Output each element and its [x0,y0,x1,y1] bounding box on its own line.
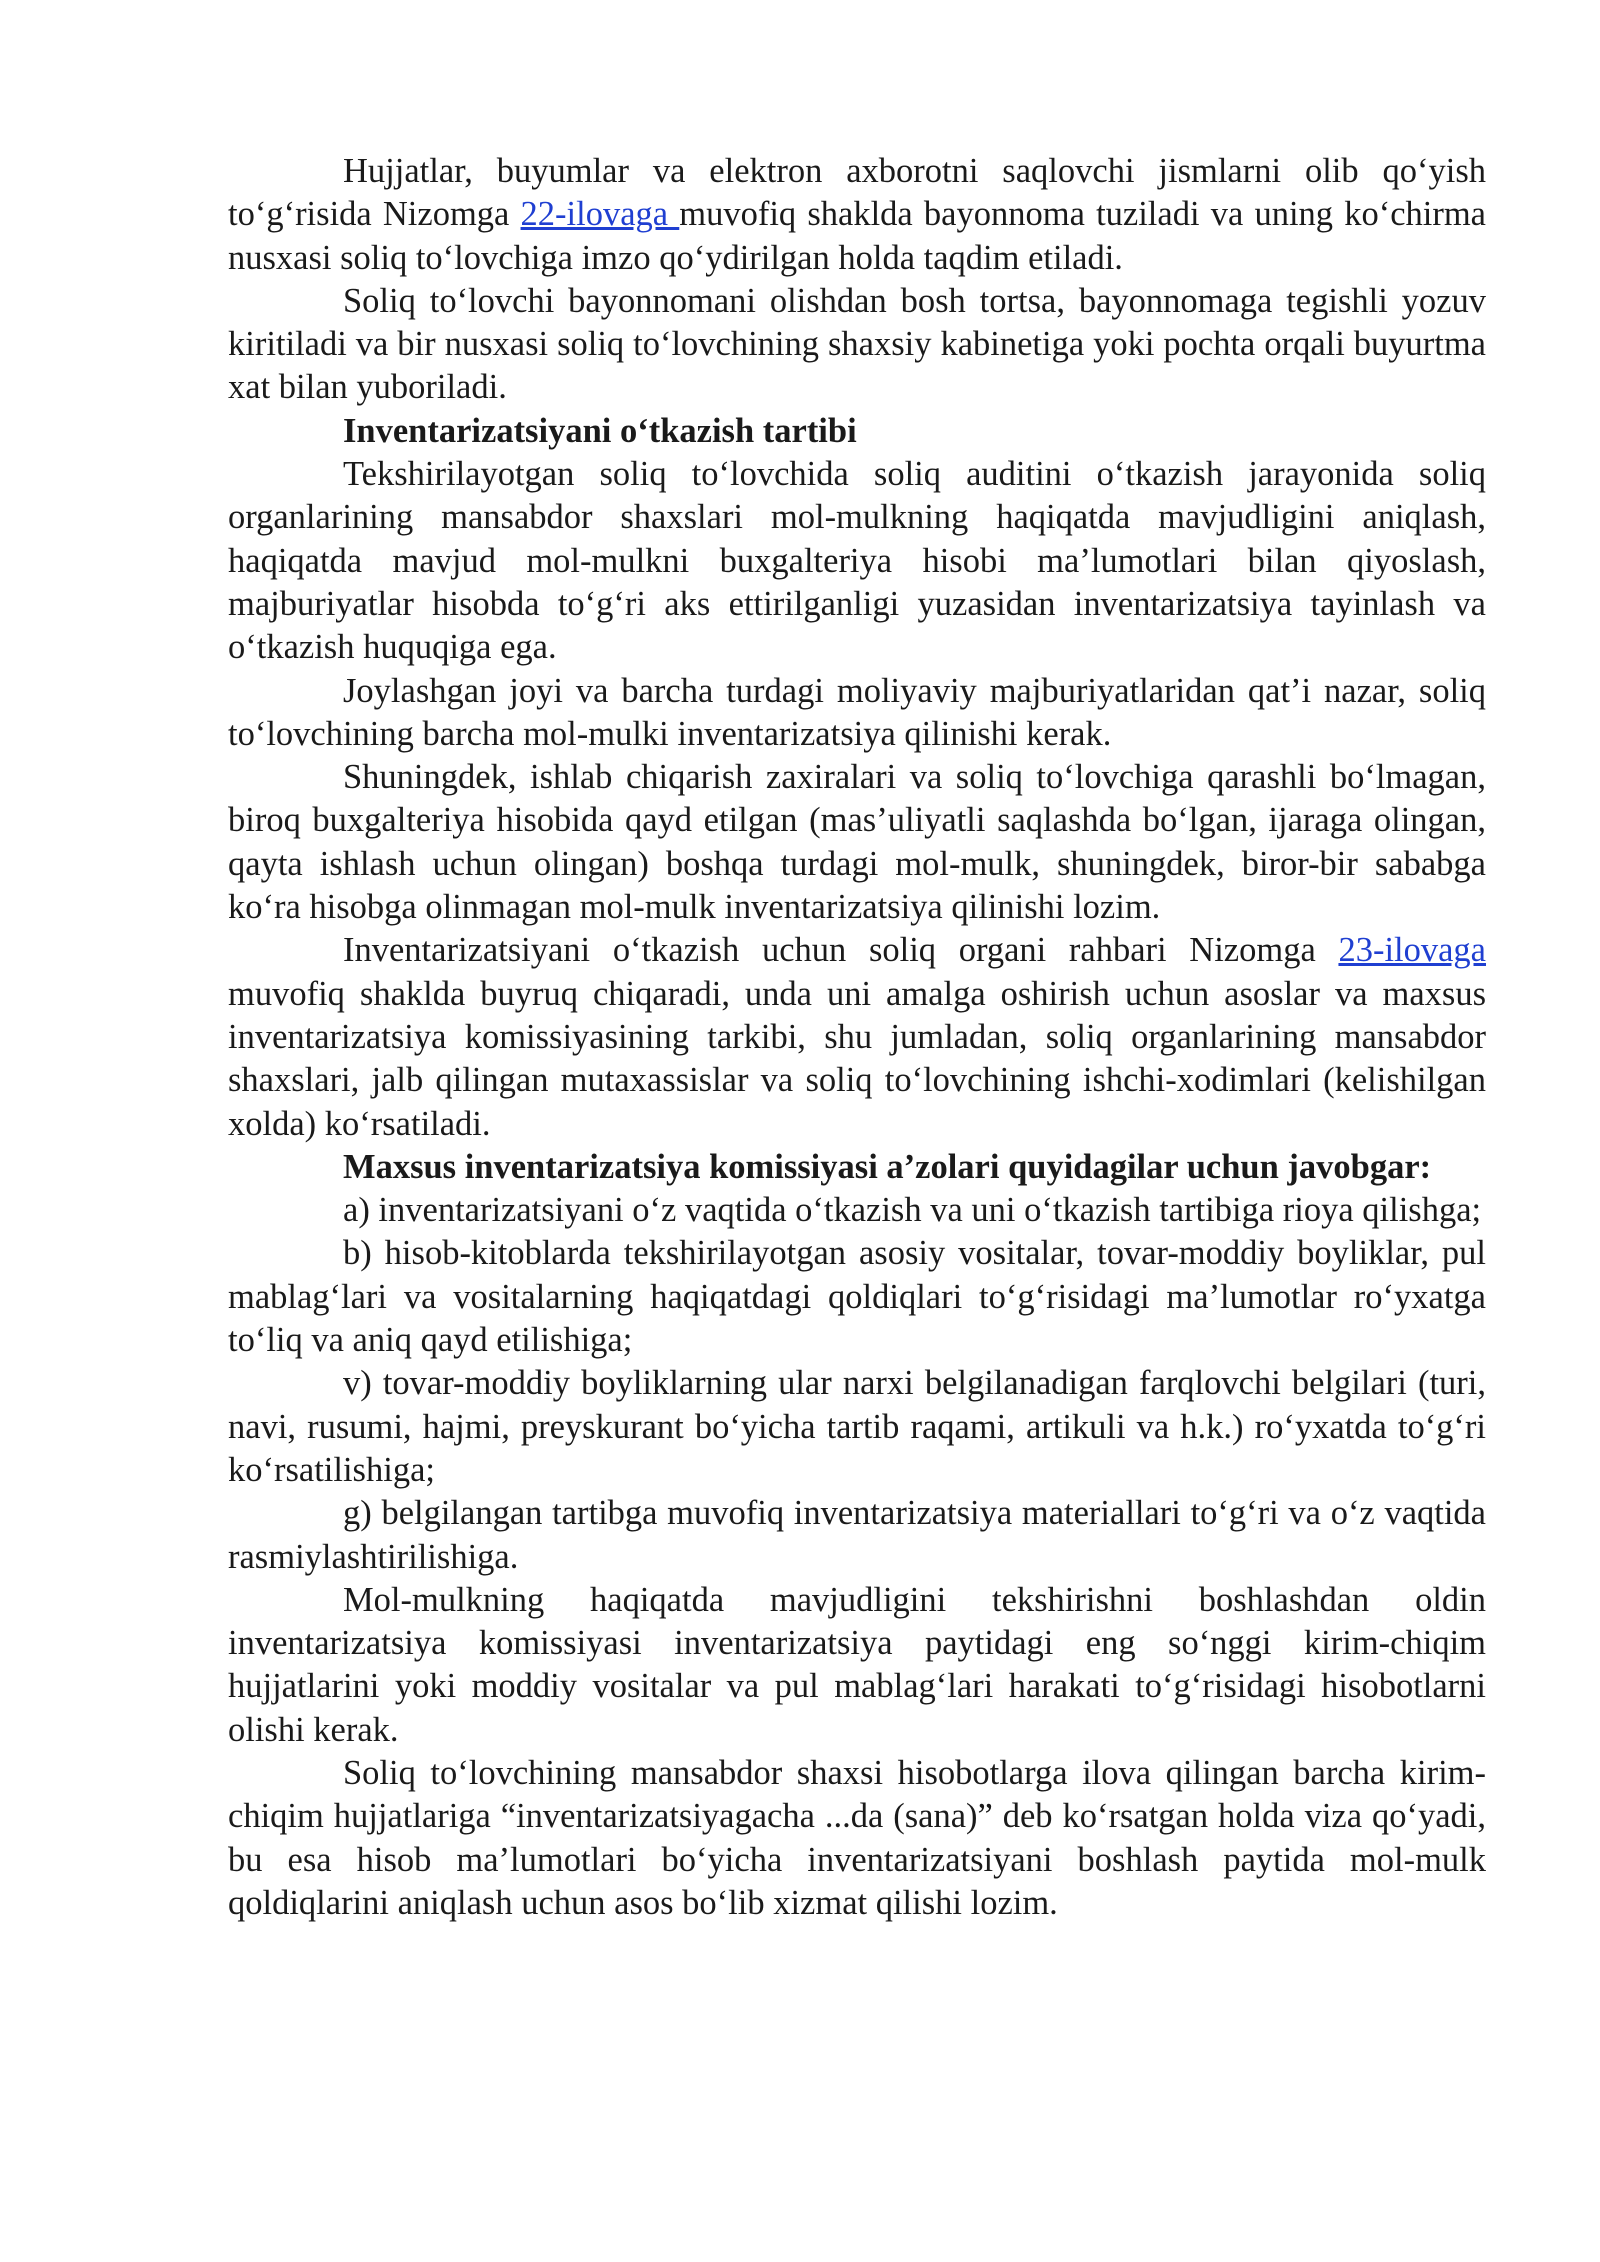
list-item-v: v) tovar-moddiy boyliklarning ular narxi belgilanadigan farqlovchi belgilari (turi, navi, rusumi, hajmi, preyskurant bo‘yicha tartib raqami, artikuli va h.k.) ro‘yxatda to‘g‘ri ko‘rsatilishiga; [228,1364,1486,1489]
paragraph-inventory-order [228,929,1486,1145]
paragraph-visa: Soliq to‘lovchining mansabdor shaxsi hisobotlarga ilova qilingan barcha kirim-chiqim hujjatlariga “inventarizatsiyagacha ...da (sana)” deb ko‘rsatgan holda viza qo‘yadi, bu esa hisob ma’lumotlari bo‘yicha inventarizatsiyani boshlash paytida mol-mulk qoldiqlarini aniqlash uchun asos bo‘lib xizmat qilishi lozim. [228,1753,1486,1922]
list-item-b: b) hisob-kitoblarda tekshirilayotgan asosiy vositalar, tovar-moddiy boyliklar, pul mablag‘lari va vositalarning haqiqatdagi qoldiqlari to‘g‘risidagi ma’lumotlar ro‘yxatga to‘liq va aniq qayd etilishiga; [228,1234,1486,1360]
paragraph-text: Inventarizatsiyani o‘tkazish uchun soliq organi rahbari Nizomga [343,931,1339,970]
section-heading-inventory-procedure: Inventarizatsiyani o‘tkazish tartibi [343,411,857,450]
paragraph-text: muvofiq shaklda bayonnoma tuziladi va uning ko‘chirma nusxasi soliq to‘lovchiga imzo qo‘ydirilgan holda taqdim etiladi. [228,195,1486,277]
paragraph-other-property: Shuningdek, ishlab chiqarish zaxiralari va soliq to‘lovchiga qarashli bo‘lmagan, biroq buxgalteriya hisobida qayd etilgan (mas’uliyatli saqlashda bo‘lgan, ijaraga olingan, qayta ishlash uchun olingan) boshqa turdagi mol-mulk, shuningdek, biror-bir sababga ko‘ra hisobga olinmagan mol-mulk inventarizatsiya qilinishi lozim. [228,758,1486,927]
paragraph-latest-documents: Mol-mulkning haqiqatda mavjudligini tekshirishni boshlashdan oldin inventarizatsiya komissiyasi inventarizatsiya paytidagi eng so‘nggi kirim-chiqim hujjatlarini yoki moddiy vositalar va pul mablag‘lari harakati to‘g‘risidagi hisobotlarni olishi kerak. [228,1580,1486,1749]
paragraph-text: Hujjatlar, buyumlar va elektron axborotni saqlovchi jismlarni olib qo‘yish to‘g‘risida Nizomga [228,152,1486,234]
annex-23-link[interactable]: 23-ilovaga [1338,931,1486,970]
section-heading-commission-responsibility: Maxsus inventarizatsiya komissiyasi a’zolari quyidagilar uchun javobgar: [343,1147,1432,1186]
list-item-g: g) belgilangan tartibga muvofiq inventarizatsiya materiallari to‘g‘ri va o‘z vaqtida rasmiylashtirilishiga. [228,1494,1486,1576]
document-body [228,150,1486,1925]
paragraph-refusal: Soliq to‘lovchi bayonnomani olishdan bosh tortsa, bayonnomaga tegishli yozuv kiritiladi va bir nusxasi soliq to‘lovchining shaxsiy kabinetiga yoki pochta orqali buyurtma xat bilan yuboriladi. [228,281,1486,407]
paragraph-inventory-right: Tekshirilayotgan soliq to‘lovchida soliq auditini o‘tkazish jarayonida soliq organlarining mansabdor shaxslari mol-mulkning haqiqatda mavjudligini aniqlash, haqiqatda mavjud mol-mulkni buxgalteriya hisobi ma’lumotlari bilan qiyoslash, majburiyatlar hisobda to‘g‘ri aks ettirilganligi yuzasidan inventarizatsiya tayinlash va o‘tkazish huquqiga ega. [228,455,1486,667]
paragraph-seizure-protocol [228,150,1486,280]
paragraph-text: muvofiq shaklda buyruq chiqaradi, unda uni amalga oshirish uchun asoslar va maxsus inventarizatsiya komissiyasining tarkibi, shu jumladan, soliq organlarining mansabdor shaxslari, jalb qilingan mutaxassislar va soliq to‘lovchining ishchi-xodimlari (kelishilgan xolda) ko‘rsatiladi. [228,974,1486,1143]
annex-22-link[interactable]: 22-ilovaga [520,195,680,234]
list-item-a: a) inventarizatsiyani o‘z vaqtida o‘tkazish va uni o‘tkazish tartibiga rioya qilishga; [343,1191,1482,1230]
paragraph-all-property: Joylashgan joyi va barcha turdagi moliyaviy majburiyatlaridan qat’i nazar, soliq to‘lovchining barcha mol-mulki inventarizatsiya qilinishi kerak. [228,671,1486,753]
